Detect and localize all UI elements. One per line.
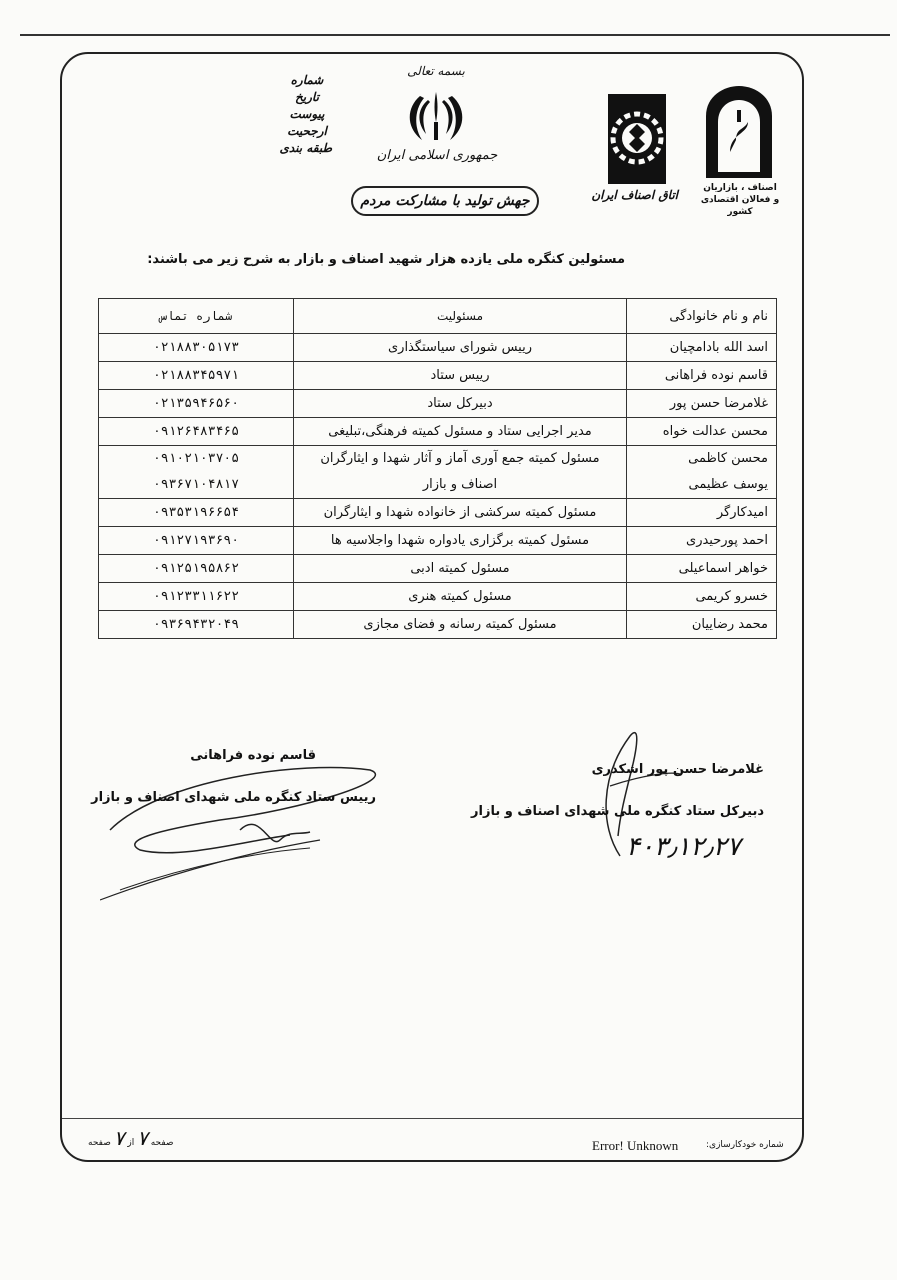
left-signature-scribble-icon bbox=[91, 740, 390, 910]
meta-priority-label: ارجحیت bbox=[287, 124, 327, 138]
cell-name: احمد پورحیدری bbox=[627, 527, 777, 555]
cell-phone: ۰۲۱۳۵۹۴۶۵۶۰ bbox=[99, 390, 294, 418]
officials-table bbox=[98, 298, 777, 639]
cell-names-merged bbox=[627, 446, 777, 499]
cell-name: خواهر اسماعیلی bbox=[627, 555, 777, 583]
cell-phone: ۰۹۱۲۷۱۹۳۶۹۰ bbox=[99, 527, 294, 555]
header-role: مسئولیت bbox=[294, 299, 627, 334]
basmala: بسمه تعالی bbox=[407, 64, 465, 78]
cell-role: رییس ستاد bbox=[294, 362, 627, 390]
table-row bbox=[99, 583, 777, 611]
cell-role: مسئول کمیته سرکشی از خانواده شهدا و ایثارگران bbox=[294, 499, 627, 527]
cell-role: مسئول کمیته رسانه و فضای مجازی bbox=[294, 611, 627, 639]
cell-name: اسد الله بادامچیان bbox=[627, 334, 777, 362]
chamber-logo-text: اتاق اصناف ایران bbox=[591, 188, 678, 202]
cell-phones-merged bbox=[99, 446, 294, 499]
cell-phone: ۰۹۱۲۳۳۱۱۶۲۲ bbox=[99, 583, 294, 611]
cell-phone: ۰۹۱۲۶۴۸۳۴۶۵ bbox=[99, 418, 294, 446]
handwritten-date: ۴۰۳٫۱۲٫۲۷ bbox=[626, 832, 741, 862]
right-signer-title: دبیرکل ستاد کنگره ملی شهدای اصناف و بازار bbox=[471, 804, 764, 819]
cell-phone: ۰۹۳۶۹۴۳۲۰۴۹ bbox=[99, 611, 294, 639]
page-current: ۷ bbox=[137, 1126, 148, 1150]
table-row bbox=[99, 555, 777, 583]
page-number bbox=[88, 1126, 174, 1150]
chamber-of-guilds-logo-icon bbox=[606, 92, 668, 186]
meta-number-label: شماره bbox=[290, 73, 324, 87]
cell-role: مسئول کمیته برگزاری یادواره شهدا واجلاسیه ها bbox=[294, 527, 627, 555]
cell-role: دبیرکل ستاد bbox=[294, 390, 627, 418]
field-error-text: Error! Unknown bbox=[592, 1138, 679, 1153]
internal-number-label: شماره خودکارسازی: bbox=[706, 1140, 784, 1150]
cell-role-merged bbox=[294, 446, 627, 499]
table-row bbox=[99, 362, 777, 390]
cell-role: مدیر اجرایی ستاد و مسئول کمیته فرهنگی،تبلیغی bbox=[294, 418, 627, 446]
council-logo-text: اصناف ، بازاریان و فعالان اقتصادی کشور bbox=[700, 183, 780, 217]
cell-phone: ۰۹۳۶۷۱۰۴۸۱۷ bbox=[152, 477, 240, 492]
page-of: از bbox=[127, 1138, 135, 1148]
left-signer-title: رییس ستاد کنگره ملی شهدای اصناف و بازار bbox=[91, 790, 376, 805]
page-total: ۷ bbox=[113, 1126, 125, 1150]
cell-phone: ۰۲۱۸۸۳۴۵۹۷۱ bbox=[99, 362, 294, 390]
meta-classification-label: طبقه بندی bbox=[279, 141, 332, 155]
cell-name: یوسف عظیمی bbox=[688, 477, 768, 492]
cell-phone: ۰۲۱۸۸۳۰۵۱۷۳ bbox=[99, 334, 294, 362]
table-row bbox=[99, 390, 777, 418]
cell-role: رییس شورای سیاستگذاری bbox=[294, 334, 627, 362]
country-name: جمهوری اسلامی ایران bbox=[376, 148, 498, 163]
slogan-banner: جهش تولید با مشارکت مردم bbox=[351, 186, 539, 216]
cell-phone: ۰۹۱۰۲۱۰۳۷۰۵ bbox=[152, 451, 240, 466]
cell-name: محسن کاظمی bbox=[688, 451, 768, 466]
header-name: نام و نام خانوادگی bbox=[627, 299, 777, 334]
page-word-2: صفحه bbox=[88, 1138, 111, 1148]
letter-meta-fields bbox=[279, 72, 332, 157]
table-row-merged bbox=[99, 446, 777, 499]
footer-rule bbox=[62, 1118, 802, 1119]
table-row bbox=[99, 611, 777, 639]
cell-role: مسئول کمیته ادبی bbox=[294, 555, 627, 583]
cell-name: امیدکارگر bbox=[627, 499, 777, 527]
cell-name: خسرو کریمی bbox=[627, 583, 777, 611]
cell-name: غلامرضا حسن پور bbox=[627, 390, 777, 418]
meta-attachment-label: پیوست bbox=[289, 107, 325, 121]
cell-role-line: مسئول کمیته جمع آوری آماز و آثار شهدا و ایثارگران bbox=[320, 451, 600, 466]
table-row bbox=[99, 527, 777, 555]
cell-phone: ۰۹۳۵۳۱۹۶۶۵۴ bbox=[99, 499, 294, 527]
guilds-council-logo-icon bbox=[700, 82, 778, 180]
page-word: صفحه bbox=[150, 1138, 174, 1148]
cell-name: محسن عدالت خواه bbox=[627, 418, 777, 446]
table-row bbox=[99, 499, 777, 527]
cell-name: قاسم نوده فراهانی bbox=[627, 362, 777, 390]
cell-role-line: اصناف و بازار bbox=[422, 477, 498, 492]
meta-date-label: تاریخ bbox=[295, 90, 319, 104]
cell-name: محمد رضاییان bbox=[627, 611, 777, 639]
table-row bbox=[99, 418, 777, 446]
table-header-row bbox=[99, 299, 777, 334]
right-signer-name: غلامرضا حسن پور اشکذری bbox=[591, 762, 764, 777]
intro-sentence: مسئولین کنگره ملی یازده هزار شهید اصناف و بازار به شرح زیر می باشند: bbox=[147, 252, 625, 267]
cell-role: مسئول کمیته هنری bbox=[294, 583, 627, 611]
iran-emblem-icon bbox=[404, 88, 468, 146]
header-phone: شماره تماس bbox=[99, 299, 294, 334]
cell-phone: ۰۹۱۲۵۱۹۵۸۶۲ bbox=[99, 555, 294, 583]
left-signer-name: قاسم نوده فراهانی bbox=[190, 748, 316, 763]
top-rule bbox=[20, 34, 890, 36]
table-row bbox=[99, 334, 777, 362]
